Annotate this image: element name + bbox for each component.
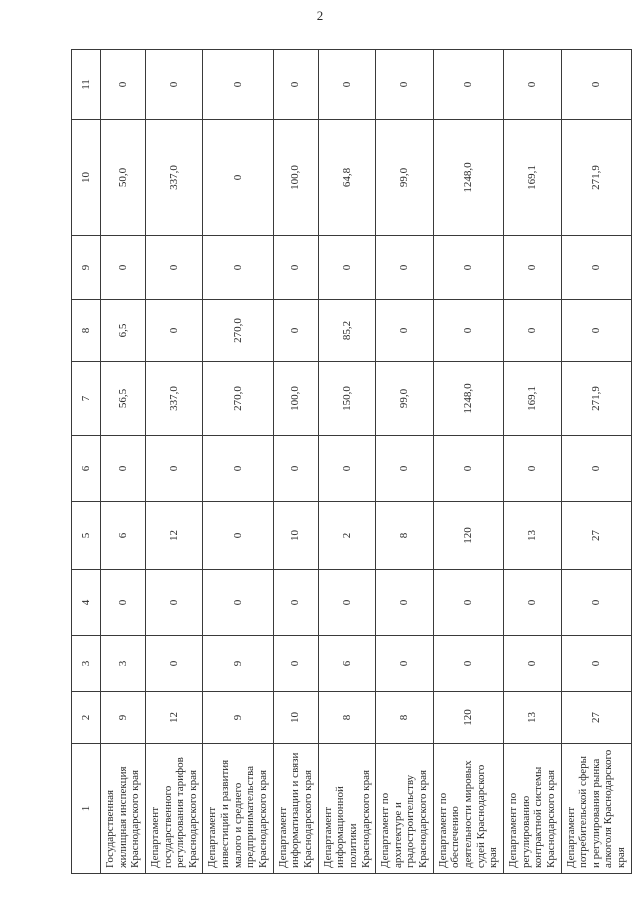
department-name-cell: Департамент по обеспечению деятельности мировых судей Краснодарского края	[433, 744, 503, 874]
table-cell: 0	[318, 570, 376, 636]
table-cell: 0	[561, 570, 631, 636]
table-cell: 9	[101, 692, 146, 744]
rotated-table-container	[71, 50, 628, 874]
column-header: 1	[72, 744, 101, 874]
table-cell: 100,0	[273, 120, 318, 236]
table-cell: 337,0	[145, 362, 203, 436]
department-name-cell: Департамент информатизации и связи Краснодарского края	[273, 744, 318, 874]
column-header: 8	[72, 300, 101, 362]
table-cell: 0	[376, 300, 434, 362]
table-cell: 0	[376, 636, 434, 692]
table-row	[101, 50, 146, 874]
table-cell: 1248,0	[433, 120, 503, 236]
table-row	[433, 50, 503, 874]
table-cell: 0	[433, 236, 503, 300]
column-header: 5	[72, 502, 101, 570]
table-cell: 99,0	[376, 362, 434, 436]
table-cell: 0	[561, 236, 631, 300]
table-cell: 6	[101, 502, 146, 570]
department-name-cell: Департамент по архитектуре и градостроительству Краснодарского края	[376, 744, 434, 874]
table-cell: 0	[318, 436, 376, 502]
table-cell: 100,0	[273, 362, 318, 436]
table-cell: 0	[433, 50, 503, 120]
table-row	[561, 50, 631, 874]
table-cell: 8	[376, 692, 434, 744]
column-header: 7	[72, 362, 101, 436]
table-cell: 10	[273, 692, 318, 744]
table-cell: 0	[503, 436, 561, 502]
table-cell: 0	[203, 502, 273, 570]
table-cell: 0	[101, 236, 146, 300]
table-cell: 0	[203, 50, 273, 120]
table-cell: 0	[433, 570, 503, 636]
table-cell: 1248,0	[433, 362, 503, 436]
table-cell: 0	[433, 436, 503, 502]
table-cell: 150,0	[318, 362, 376, 436]
table-cell: 0	[376, 436, 434, 502]
table-cell: 0	[376, 50, 434, 120]
department-name-cell: Государственная жилищная инспекция Краснодарского края	[101, 744, 146, 874]
table-cell: 0	[145, 636, 203, 692]
table-cell: 0	[273, 636, 318, 692]
table-cell: 0	[273, 236, 318, 300]
table-cell: 0	[318, 236, 376, 300]
table-cell: 0	[145, 570, 203, 636]
table-cell: 0	[433, 300, 503, 362]
table-cell: 0	[203, 436, 273, 502]
table-cell: 0	[145, 236, 203, 300]
table-cell: 27	[561, 502, 631, 570]
table-cell: 64,8	[318, 120, 376, 236]
table-cell: 12	[145, 502, 203, 570]
table-cell: 0	[561, 436, 631, 502]
table-cell: 0	[503, 570, 561, 636]
column-header: 6	[72, 436, 101, 502]
table-cell: 169,1	[503, 120, 561, 236]
column-header: 3	[72, 636, 101, 692]
table-cell: 0	[376, 570, 434, 636]
table-cell: 0	[318, 50, 376, 120]
table-cell: 0	[561, 636, 631, 692]
table-cell: 0	[203, 570, 273, 636]
table-cell: 0	[503, 50, 561, 120]
table-cell: 8	[376, 502, 434, 570]
table-cell: 0	[503, 636, 561, 692]
table-cell: 6,5	[101, 300, 146, 362]
table-row	[145, 50, 203, 874]
table-cell: 9	[203, 692, 273, 744]
table-cell: 85,2	[318, 300, 376, 362]
column-header: 2	[72, 692, 101, 744]
table-cell: 270,0	[203, 362, 273, 436]
column-header: 4	[72, 570, 101, 636]
table-cell: 2	[318, 502, 376, 570]
table-cell: 0	[101, 50, 146, 120]
table-cell: 0	[433, 636, 503, 692]
table-cell: 0	[273, 436, 318, 502]
table-cell: 0	[145, 50, 203, 120]
table-cell: 12	[145, 692, 203, 744]
table-cell: 0	[561, 300, 631, 362]
table-cell: 271,9	[561, 120, 631, 236]
table-cell: 0	[203, 236, 273, 300]
table-row	[203, 50, 273, 874]
table-cell: 0	[561, 50, 631, 120]
table-cell: 0	[101, 436, 146, 502]
table-cell: 337,0	[145, 120, 203, 236]
table-cell: 0	[203, 120, 273, 236]
department-name-cell: Департамент информационной политики Краснодарского края	[318, 744, 376, 874]
table-row	[318, 50, 376, 874]
table-cell: 0	[101, 570, 146, 636]
table-cell: 0	[145, 436, 203, 502]
page-number: 2	[316, 8, 324, 23]
table-cell: 27	[561, 692, 631, 744]
table-row	[376, 50, 434, 874]
table-cell: 9	[203, 636, 273, 692]
department-name-cell: Департамент инвестиций и развития малого и среднего предпринимательства Краснодарского края	[203, 744, 273, 874]
table-cell: 6	[318, 636, 376, 692]
table-cell: 0	[273, 50, 318, 120]
department-name-cell: Департамент государственного регулирования тарифов Краснодарского края	[145, 744, 203, 874]
column-header: 9	[72, 236, 101, 300]
table-cell: 13	[503, 692, 561, 744]
table-cell: 0	[503, 300, 561, 362]
table-cell: 99,0	[376, 120, 434, 236]
table-cell: 56,5	[101, 362, 146, 436]
table-cell: 0	[503, 236, 561, 300]
table-cell: 0	[273, 300, 318, 362]
data-table	[71, 49, 632, 874]
table-row	[503, 50, 561, 874]
table-cell: 120	[433, 502, 503, 570]
table-cell: 0	[376, 236, 434, 300]
table-cell: 271,9	[561, 362, 631, 436]
department-name-cell: Департамент по регулированию контрактной системы Краснодарского края	[503, 744, 561, 874]
table-cell: 8	[318, 692, 376, 744]
table-cell: 169,1	[503, 362, 561, 436]
table-cell: 10	[273, 502, 318, 570]
header-row	[72, 50, 101, 874]
table-cell: 50,0	[101, 120, 146, 236]
table-cell: 0	[145, 300, 203, 362]
table-cell: 270,0	[203, 300, 273, 362]
column-header: 10	[72, 120, 101, 236]
table-cell: 3	[101, 636, 146, 692]
table-cell: 13	[503, 502, 561, 570]
table-cell: 120	[433, 692, 503, 744]
table-cell: 0	[273, 570, 318, 636]
column-header: 11	[72, 50, 101, 120]
department-name-cell: Департамент потребительской сферы и регулирования рынка алкоголя Краснодарского края	[561, 744, 631, 874]
table-row	[273, 50, 318, 874]
